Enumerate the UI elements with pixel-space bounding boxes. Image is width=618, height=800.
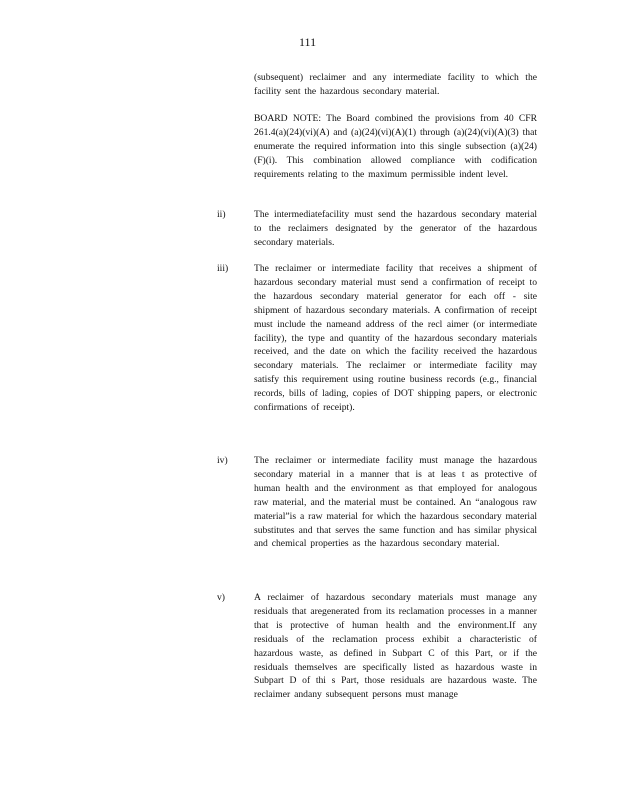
intro-paragraph: (subsequent) reclaimer and any intermediate facility to which the facility sent the hazardous secondary material. [254, 72, 537, 97]
item-marker-v: v) [217, 592, 225, 603]
item-text-iii: The reclaimer or intermediate facility that receives a shipment of hazardous secondary material must send a confirmation of receipt to the hazardous secondary material generator for each off - site shipment of hazardous secondary materials. A confirmation of receipt must include the nameand address of the recl aimer (or intermediate facility), the type and quantity of the hazardous secondary materials received, and the date on which the facility received the hazardous secondary materials. The reclaimer or intermediate facility may satisfy this requirement using routine business records (e.g., financial records, bills of lading, copies of DOT shipping papers, or electronic confirmations of receipt). [254, 263, 537, 414]
item-text-v: A reclaimer of hazardous secondary materials must manage any residuals that aregenerated from its reclamation processes in a manner that is protective of human health and the environment.If any residuals of the reclamation process exhibit a characteristic of hazardous waste, as defined in Subpart C of this Part, or if the residuals themselves are specifically listed as hazardous waste in Subpart D of thi s Part, those residuals are hazardous waste. The reclaimer andany subsequent persons must manage [254, 592, 537, 701]
item-text-ii: The intermediatefacility must send the hazardous secondary material to the reclaimers designated by the generator of the hazardous secondary materials. [254, 209, 537, 248]
item-marker-iii: iii) [217, 263, 229, 274]
item-marker-ii: ii) [217, 209, 226, 220]
item-marker-iv: iv) [217, 455, 228, 466]
item-text-iv: The reclaimer or intermediate facility must manage the hazardous secondary material in a manner that is at leas t as protective of human health and the environment as that employed for analogous raw material, and the material must be contained. An “analogous raw material”is a raw material for which the hazardous secondary material substitutes and that serves the same function and has similar physical and chemical properties as the hazardous secondary material. [254, 455, 537, 550]
page-number: 111 [299, 35, 317, 49]
board-note: BOARD NOTE: The Board combined the provisions from 40 CFR 261.4(a)(24)(vi)(A) and (a)(24)(vi)(A)(1) through (a)(24)(vi)(A)(3) that enumerate the required information into this single subsection (a)(24)(F)(i). This combination allowed compliance with codification requirements relating to the maximum permissible indent level. [254, 113, 537, 180]
